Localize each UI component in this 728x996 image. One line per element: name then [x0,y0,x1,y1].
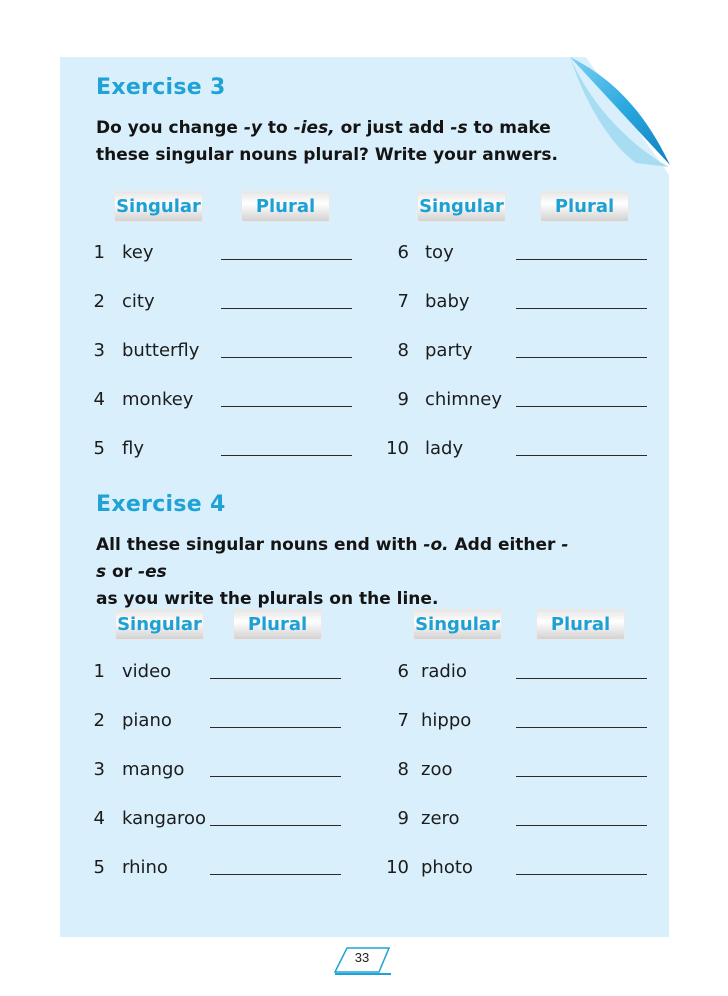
page-number: 33 [354,950,370,965]
plural-answer-line[interactable] [516,776,647,777]
plural-answer-line[interactable] [516,678,647,679]
item-number: 4 [93,808,105,829]
exercise-4-singular-header-right: Singular [413,609,502,640]
singular-noun: key [122,242,154,263]
plural-answer-line[interactable] [516,727,647,728]
item-number: 9 [397,808,409,829]
list-item [0,387,728,413]
item-number: 6 [397,242,409,263]
plural-answer-line[interactable] [516,259,647,260]
exercise-4-plural-header-right: Plural [536,609,625,640]
singular-noun: piano [122,710,172,731]
singular-noun: party [425,340,473,361]
item-number: 4 [93,389,105,410]
singular-noun: monkey [122,389,194,410]
item-number: 3 [93,340,105,361]
exercise-3-plural-header-left: Plural [241,191,330,222]
item-number: 8 [397,340,409,361]
singular-noun: toy [425,242,454,263]
singular-noun: hippo [421,710,472,731]
exercise-4-title: Exercise 4 [96,492,226,517]
exercise-3-singular-header-left: Singular [114,191,203,222]
singular-noun: kangaroo [122,808,207,829]
list-item [0,436,728,462]
singular-noun: photo [421,857,473,878]
plural-answer-line[interactable] [516,874,647,875]
item-number: 8 [397,759,409,780]
plural-answer-line[interactable] [516,308,647,309]
exercise-3-title: Exercise 3 [96,75,226,100]
exercise-4-plural-header-left: Plural [233,609,322,640]
item-number: 10 [386,857,409,878]
list-item [0,757,728,783]
exercise-4-instructions: All these singular nouns end with -o. Add either -s or -es as you write the plurals on the line. [96,535,569,609]
item-number: 5 [93,438,105,459]
singular-noun: city [122,291,155,312]
item-number: 7 [397,710,409,731]
item-number: 5 [93,857,105,878]
singular-noun: video [122,661,172,682]
singular-noun: chimney [425,389,502,410]
exercise-3-plural-header-right: Plural [540,191,629,222]
singular-noun: baby [425,291,470,312]
list-item [0,289,728,315]
list-item [0,708,728,734]
exercise-3-singular-header-right: Singular [417,191,506,222]
item-number: 3 [93,759,105,780]
item-number: 2 [93,291,105,312]
plural-answer-line[interactable] [516,825,647,826]
item-number: 7 [397,291,409,312]
item-number: 1 [93,242,105,263]
exercise-4-singular-header-left: Singular [115,609,204,640]
item-number: 1 [93,661,105,682]
singular-noun: zoo [421,759,453,780]
list-item [0,806,728,832]
singular-noun: lady [425,438,464,459]
list-item [0,659,728,685]
item-number: 6 [397,661,409,682]
list-item [0,855,728,881]
item-number: 2 [93,710,105,731]
singular-noun: zero [421,808,460,829]
singular-noun: mango [122,759,185,780]
page-curl-icon [566,55,672,170]
plural-answer-line[interactable] [516,357,647,358]
list-item [0,240,728,266]
singular-noun: fly [122,438,144,459]
list-item [0,338,728,364]
exercise-3-instructions: Do you change -y to -ies, or just add -s to make these singular nouns plural? Write your anwers. [96,118,559,165]
singular-noun: rhino [122,857,168,878]
plural-answer-line[interactable] [516,455,647,456]
singular-noun: butterfly [122,340,200,361]
item-number: 10 [386,438,409,459]
singular-noun: radio [421,661,467,682]
item-number: 9 [397,389,409,410]
plural-answer-line[interactable] [516,406,647,407]
